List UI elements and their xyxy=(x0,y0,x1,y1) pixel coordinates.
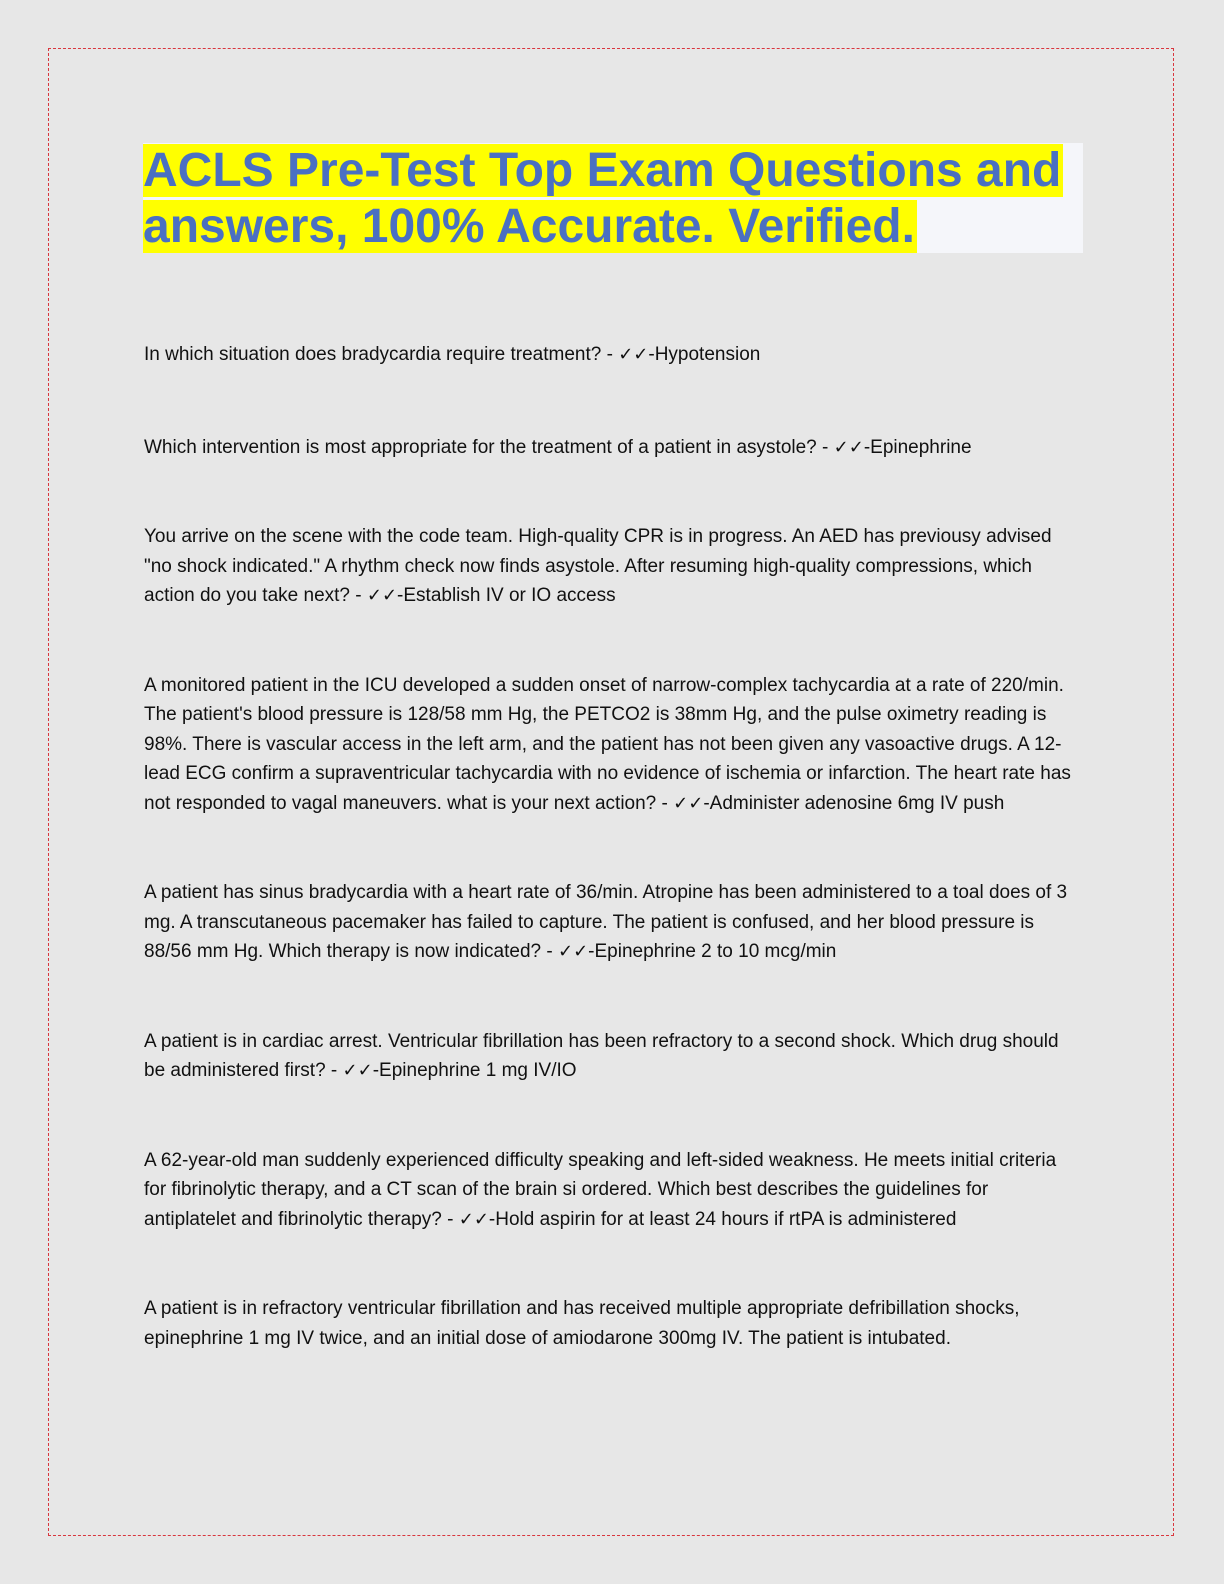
separator: - xyxy=(656,792,674,814)
qa-item xyxy=(144,1146,1079,1235)
qa-item xyxy=(144,1294,1079,1353)
check-icon: ✓✓ xyxy=(673,792,704,814)
answer-prefix: - xyxy=(372,1060,380,1081)
answer-prefix: - xyxy=(648,344,655,365)
qa-item xyxy=(144,1027,1079,1086)
qa-item xyxy=(144,433,1079,463)
qa-item xyxy=(144,671,1079,819)
answer-text: Establish IV or IO access xyxy=(403,585,616,606)
question-text: A patient is in cardiac arrest. Ventricular fibrillation has been refractory to a second shock. Which drug should be administered first? xyxy=(144,1030,1059,1081)
question-text: You arrive on the scene with the code team. High-quality CPR is in progress. An AED has previousy advised "no shock indicated." A rhythm check now finds asystole. After resuming high-quality compressions, which action do you take next? xyxy=(144,526,1052,606)
title-highlight: ACLS Pre-Test Top Exam Questions and answers, 100% Accurate. Verified. xyxy=(143,144,1062,253)
check-icon: ✓✓ xyxy=(366,585,398,606)
answer-text: Administer adenosine 6mg IV push xyxy=(709,792,1005,814)
qa-item xyxy=(144,878,1079,967)
separator: - xyxy=(541,941,558,962)
qa-item xyxy=(144,522,1079,611)
check-icon: ✓✓ xyxy=(557,941,589,962)
answer-text: Epinephrine 2 to 10 mcg/min xyxy=(594,941,837,962)
separator: - xyxy=(601,344,619,365)
answer-text: Epinephrine 1 mg IV/IO xyxy=(379,1060,577,1081)
separator: - xyxy=(441,1208,459,1230)
question-text: A patient has sinus bradycardia with a heart rate of 36/min. Atropine has been administered to a toal does of 3 mg. A transcutaneous pacemaker has failed to capture. The patient is confused, and her blood pressure is 88/56 mm Hg. Which therapy is now indicated? xyxy=(144,882,1068,962)
answer-prefix: - xyxy=(488,1208,496,1230)
answer-prefix: - xyxy=(863,436,871,458)
question-text: A 62-year-old man suddenly experienced difficulty speaking and left-sided weakness. He meets initial criteria for fibrinolytic therapy, and a CT scan of the brain si ordered. Which best describes the guidelines for antiplatelet and fibrinolytic therapy? xyxy=(144,1149,1057,1230)
separator: - xyxy=(325,1060,343,1081)
answer-text: Hold aspirin for at least 24 hours if rtPA is administered xyxy=(495,1208,957,1230)
qa-item xyxy=(144,340,1079,370)
question-text: A monitored patient in the ICU developed a sudden onset of narrow-complex tachycardia at a rate of 220/min. The patient's blood pressure is 128/58 mm Hg, the PETCO2 is 38mm Hg, and the pulse oximetry reading is 98%. There is vascular access in the left arm, and the patient has not been given any vasoactive drugs. A 12-lead ECG confirm a supraventricular tachycardia with no evidence of ischemia or infarction. The heart rate has not responded to vagal maneuvers. what is your next action? xyxy=(144,674,1071,814)
answer-prefix: - xyxy=(397,585,404,606)
check-icon: ✓✓ xyxy=(833,436,864,458)
check-icon: ✓✓ xyxy=(342,1060,373,1081)
check-icon: ✓✓ xyxy=(618,344,649,365)
answer-text: Hypotension xyxy=(654,344,761,365)
answer-text: Epinephrine xyxy=(870,436,972,458)
question-text: Which intervention is most appropriate for the treatment of a patient in asystole? xyxy=(144,436,817,458)
qa-list xyxy=(144,340,1079,1353)
question-text: In which situation does bradycardia require treatment? xyxy=(144,344,602,365)
document-title xyxy=(143,143,1083,255)
answer-prefix: - xyxy=(588,941,595,962)
check-icon: ✓✓ xyxy=(458,1208,489,1230)
question-text: A patient is in refractory ventricular fibrillation and has received multiple appropriate defribillation shocks, epinephrine 1 mg IV twice, and an initial dose of amiodarone 300mg IV. The patient is intubated. xyxy=(144,1298,1020,1349)
separator: - xyxy=(349,585,367,606)
title-block xyxy=(143,143,1083,253)
answer-prefix: - xyxy=(703,792,710,814)
separator: - xyxy=(816,436,834,458)
